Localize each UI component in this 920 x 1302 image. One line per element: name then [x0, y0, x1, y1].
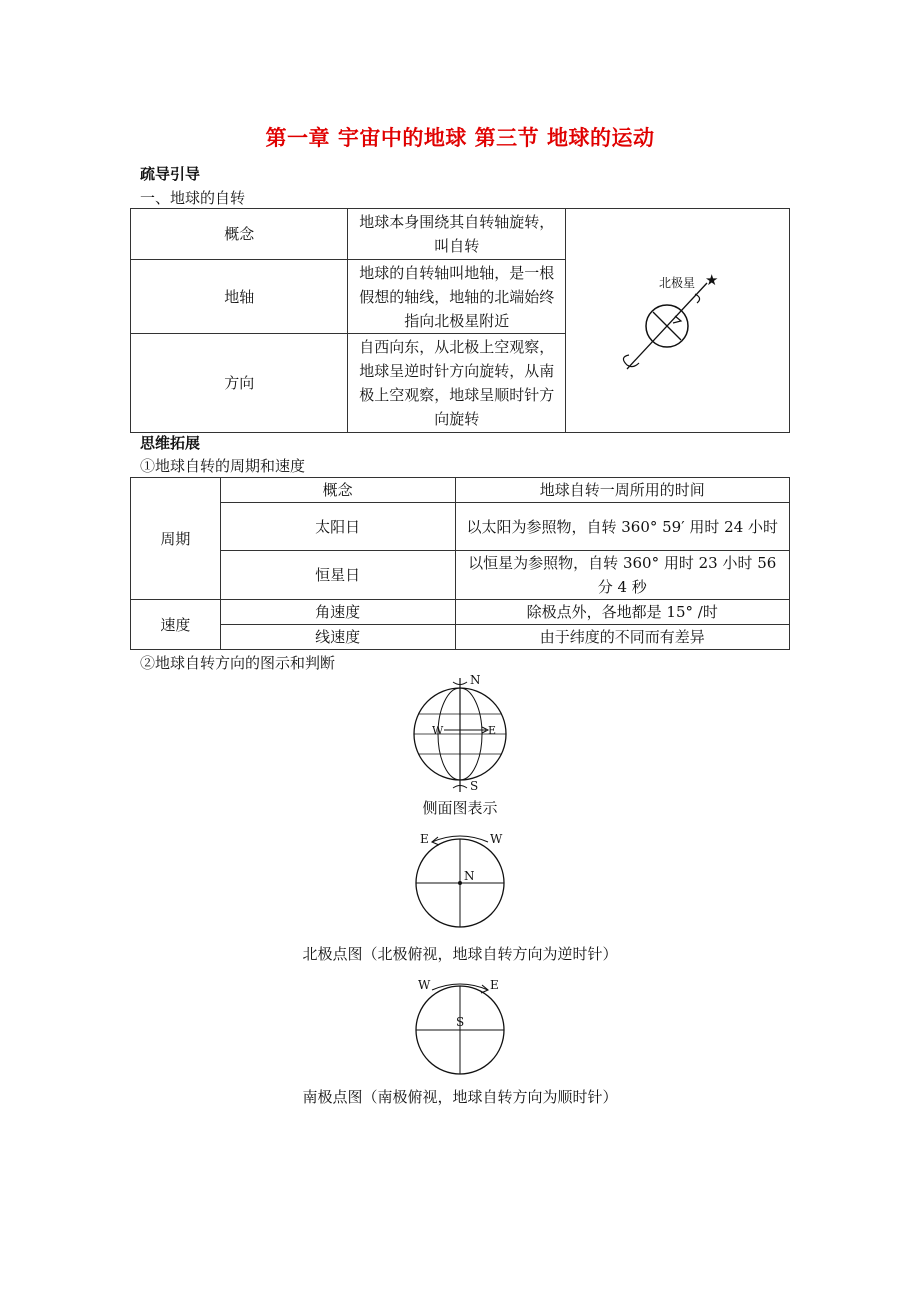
table-row [131, 209, 790, 260]
table-row [131, 625, 790, 650]
row-label: 方向 [131, 334, 348, 433]
row-value: 除极点外，各地都是 15° /时 [455, 600, 790, 625]
speed-label: 速度 [131, 600, 221, 650]
row-value: 由于纬度的不同而有差异 [455, 625, 790, 650]
row-value: 自西向东，从北极上空观察，地球呈逆时针方向旋转，从南极上空观察，地球呈顺时针方向旋转 [348, 334, 566, 433]
period-label: 周期 [131, 478, 221, 600]
north-pole-caption: 北极点图（北极俯视，地球自转方向为逆时针） [302, 945, 618, 963]
row-label: 概念 [131, 209, 348, 260]
side-s-label: S [470, 779, 479, 793]
row-value: 地球的自转轴叫地轴，是一根假想的轴线，地轴的北端始终指向北极星附近 [348, 259, 566, 333]
polaris-label: 北极星 [659, 276, 696, 290]
side-view-figure [400, 672, 510, 796]
north-pole-figure [410, 826, 510, 930]
row-name: 概念 [220, 478, 455, 503]
south-w-label: W [418, 978, 431, 992]
row-value: 地球自转一周所用的时间 [455, 478, 790, 503]
star-icon: ★ [705, 271, 719, 289]
rotation-arrow-icon [673, 316, 681, 323]
section-period-heading: ①地球自转的周期和速度 [140, 457, 306, 475]
table-row [131, 600, 790, 625]
rotation-table [130, 208, 790, 433]
axis-figure-cell [565, 209, 789, 433]
row-label: 地轴 [131, 259, 348, 333]
south-pole-figure [410, 974, 510, 1078]
expand-heading: 思维拓展 [140, 434, 201, 452]
north-e-label: E [420, 832, 429, 846]
row-name: 恒星日 [220, 551, 455, 600]
row-name: 角速度 [220, 600, 455, 625]
side-e-label: E [488, 724, 497, 737]
row-value: 以太阳为参照物，自转 360° 59′ 用时 24 小时 [455, 503, 790, 551]
row-value: 以恒星为参照物，自转 360° 用时 23 小时 56 分 4 秒 [455, 551, 790, 600]
north-w-label: W [490, 832, 503, 846]
south-center-label: S [456, 1015, 465, 1029]
north-center-label: N [464, 869, 475, 883]
row-name: 太阳日 [220, 503, 455, 551]
guide-heading: 疏导引导 [140, 165, 201, 183]
table-row [131, 503, 790, 551]
section-direction-heading: ②地球自转方向的图示和判断 [140, 654, 336, 672]
side-n-label: N [470, 673, 481, 687]
period-speed-table [130, 477, 790, 650]
row-value: 地球本身围绕其自转轴旋转，叫自转 [348, 209, 566, 260]
south-e-label: E [490, 978, 499, 992]
side-view-caption: 侧面图表示 [422, 799, 498, 817]
side-w-label: W [432, 724, 444, 737]
table-row [131, 551, 790, 600]
row-name: 线速度 [220, 625, 455, 650]
south-pole-caption: 南极点图（南极俯视，地球自转方向为顺时针） [302, 1088, 618, 1106]
section-rotation-heading: 一、地球的自转 [140, 189, 246, 207]
table-row [131, 478, 790, 503]
page-title: 第一章 宇宙中的地球 第三节 地球的运动 [265, 126, 655, 150]
earth-axis-figure [567, 209, 787, 425]
